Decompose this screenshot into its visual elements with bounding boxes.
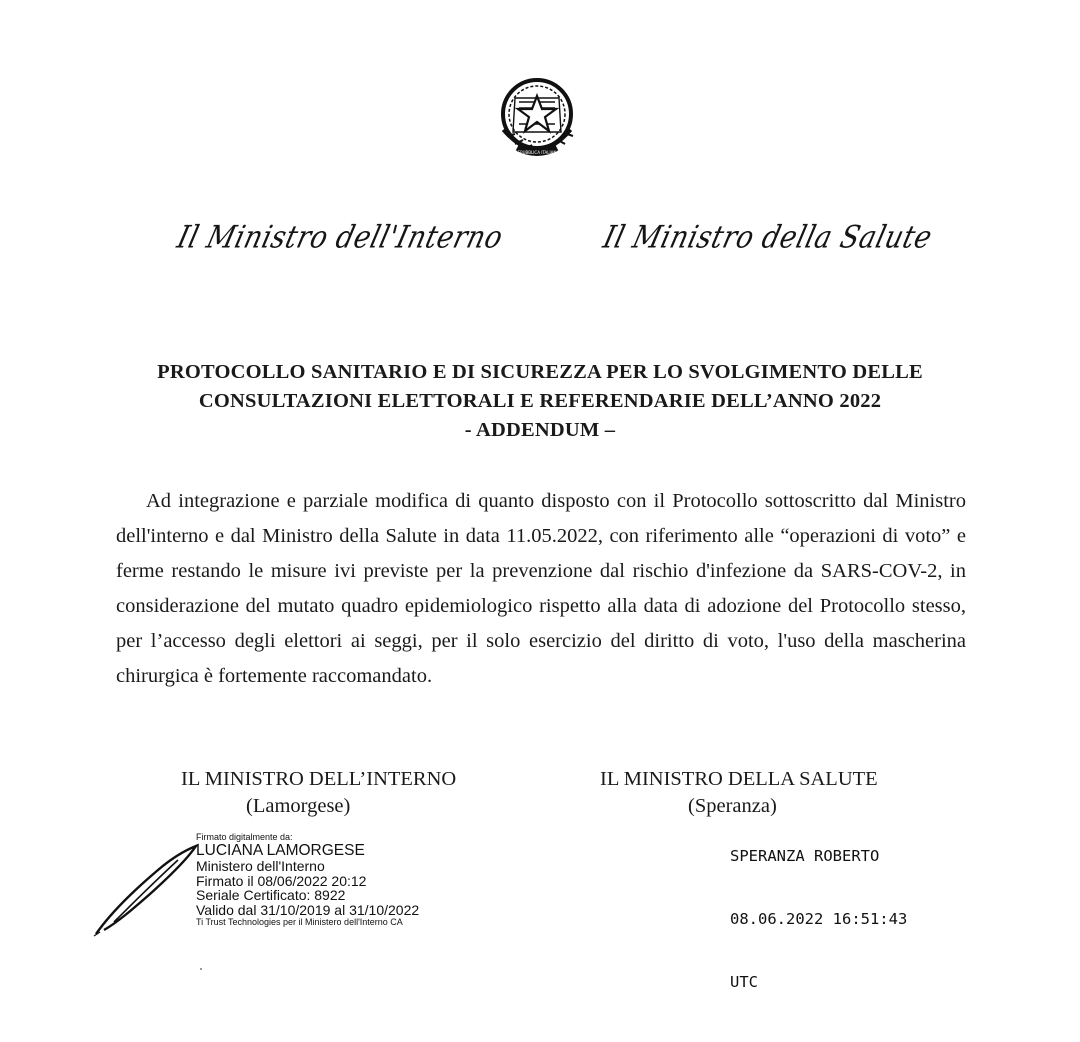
signature-left-name: (Lamorgese) <box>246 795 351 817</box>
title-line-2: CONSULTAZIONI ELETTORALI E REFERENDARIE DELL’ANNO 2022 <box>198 390 882 412</box>
digital-tz-right: UTC <box>730 973 758 991</box>
digital-signature-header: Firmato digitalmente da: <box>196 832 293 842</box>
title-line-3: - ADDENDUM – <box>464 419 616 441</box>
header-office-salute: Il Ministro della Salute <box>599 219 936 256</box>
digital-serial: Seriale Certificato: 8922 <box>196 887 346 903</box>
handwritten-signature-icon <box>92 842 202 938</box>
digital-validity: Valido dal 31/10/2019 al 31/10/2022 <box>196 901 420 918</box>
digital-signature-right <box>730 804 907 1014</box>
scan-speck <box>200 968 202 970</box>
header-office-interno: Il Ministro dell'Interno <box>173 219 507 256</box>
digital-timestamp-right: 08.06.2022 16:51:43 <box>730 910 908 928</box>
emblem-motto: REPUBBLICA ITALIANA <box>514 150 560 155</box>
signature-right-name: (Speranza) <box>688 795 777 817</box>
digital-signer-right: SPERANZA ROBERTO <box>730 847 880 865</box>
digital-org: Ministero dell'Interno <box>196 858 325 874</box>
body-paragraph: Ad integrazione e parziale modifica di quanto disposto con il Protocollo sottoscritto dal Ministro dell'interno e dal Ministro della Salute in data 11.05.2022, con riferimento alle “operazioni di voto” e ferme restando le misure ivi previste per la prevenzione dal rischio d'infezione da SARS-COV-2, in considerazione del mutato quadro epidemiologico rispetto alla data di adozione del Protocollo stesso, per l’accesso degli elettori ai seggi, per il solo esercizio del diritto di voto, l'uso della mascherina chirurgica è fortemente raccomandato. <box>116 490 966 687</box>
document-title <box>60 358 1020 445</box>
digital-issuer: Ti Trust Technologies per il Ministero dell'Interno CA <box>196 917 403 927</box>
signature-left-title: IL MINISTRO DELL’INTERNO <box>181 768 457 790</box>
digital-signer: LUCIANA LAMORGESE <box>196 842 365 859</box>
title-line-1: PROTOCOLLO SANITARIO E DI SICUREZZA PER LO SVOLGIMENTO DELLE <box>157 361 923 383</box>
body-text <box>116 484 966 694</box>
signature-right-title: IL MINISTRO DELLA SALUTE <box>600 768 878 790</box>
digital-signed-date: Firmato il 08/06/2022 20:12 <box>196 872 367 889</box>
digital-signature-left <box>196 832 419 928</box>
repubblica-italiana-emblem-icon <box>495 74 579 162</box>
